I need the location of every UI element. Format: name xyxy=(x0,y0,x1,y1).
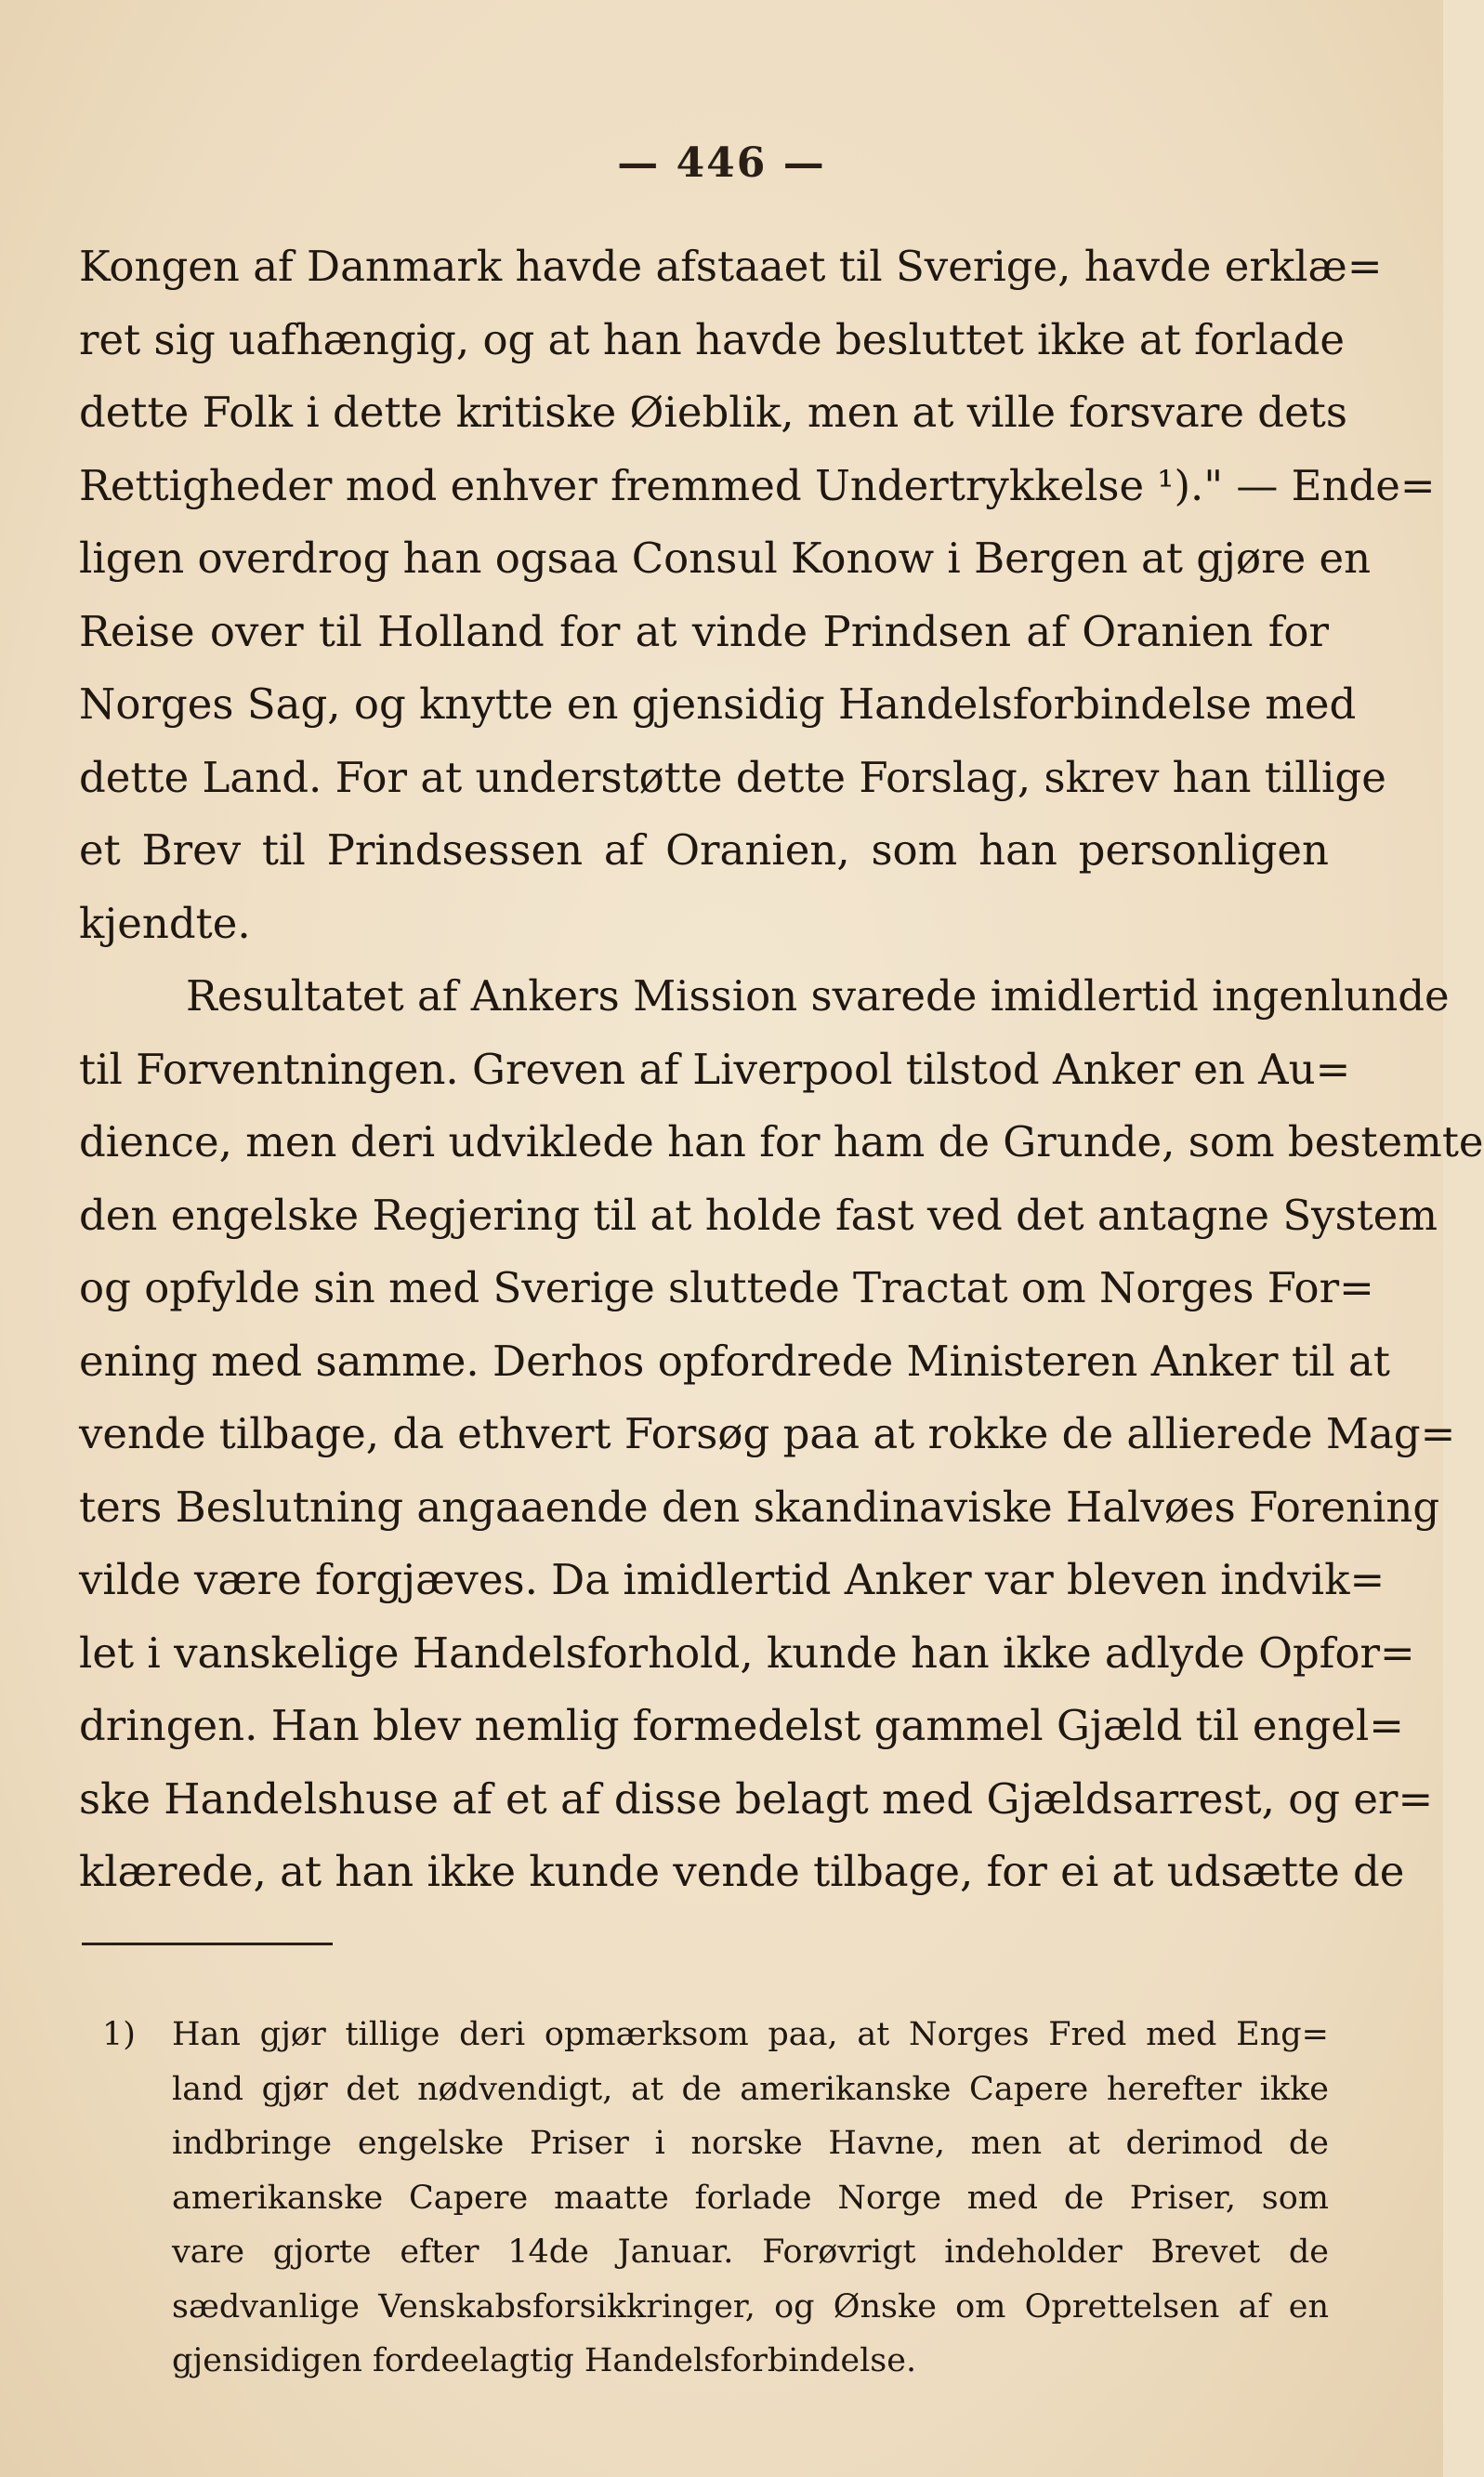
footnote xyxy=(102,2008,1329,2389)
text-line: til Forventningen. Greven af Liverpool tilstod Anker en Au= xyxy=(79,1044,1351,1094)
text-line: dette Land. For at understøtte dette Forslag, skrev han tillige xyxy=(79,752,1386,802)
text-line: og opfylde sin med Sverige sluttede Tractat om Norges For= xyxy=(79,1263,1374,1312)
footnote-marker: 1) xyxy=(102,2016,136,2053)
text-line: vende tilbage, da ethvert Forsøg paa at rokke de allierede Mag= xyxy=(79,1409,1456,1458)
footnote-line: sædvanlige Venskabsforsikkringer, og Ønske om Oprettelsen af en xyxy=(172,2287,1329,2325)
paragraph-start-line: Resultatet af Ankers Mission svarede imidlertid ingenlunde xyxy=(186,971,1450,1021)
text-line: Reise over til Holland for at vinde Prindsen af Oranien for xyxy=(79,606,1329,656)
footnote-text: Han gjør tillige deri opmærksom paa, at Norges Fred med Eng= xyxy=(172,2016,1329,2053)
text-line: dringen. Han blev nemlig formedelst gammel Gjæld til engel= xyxy=(79,1701,1405,1750)
footnote-line: vare gjorte efter 14de Januar. Forøvrigt indeholder Brevet de xyxy=(172,2233,1329,2271)
text-line: dience, men deri udviklede han for ham de Grunde, som bestemte xyxy=(79,1117,1484,1166)
text-line: ters Beslutning angaaende den skandinaviske Halvøes Forening xyxy=(79,1482,1440,1532)
text-line: ske Handelshuse af et af disse belagt med Gjældsarrest, og er= xyxy=(79,1773,1434,1824)
page-number: — 446 — xyxy=(617,139,826,187)
text-line: Kongen af Danmark havde afstaaet til Sverige, havde erklæ= xyxy=(79,242,1383,291)
text-line: den engelske Regjering til at holde fast ved det antagne System xyxy=(79,1190,1438,1240)
text-line: ening med samme. Derhos opfordrede Ministeren Anker til at xyxy=(79,1336,1390,1386)
text-line: dette Folk i dette kritiske Øieblik, men at ville forsvare dets xyxy=(79,388,1347,437)
text-line: Rettigheder mod enhver fremmed Undertrykkelse ¹)." — Ende= xyxy=(79,460,1436,510)
text-line: ligen overdrog han ogsaa Consul Konow i Bergen at gjøre en xyxy=(79,534,1372,583)
footnote-separator xyxy=(82,1943,333,1945)
text-line: klærede, at han ikke kunde vende tilbage, for ei at udsætte de xyxy=(79,1847,1405,1896)
footnote-line: gjensidigen fordeelagtig Handelsforbindelse. xyxy=(172,2342,917,2379)
text-line: ret sig uafhængig, og at han havde besluttet ikke at forlade xyxy=(79,314,1346,364)
text-line: Norges Sag, og knytte en gjensidig Handelsforbindelse med xyxy=(79,679,1357,729)
text-line: vilde være forgjæves. Da imidlertid Anker var bleven indvik= xyxy=(79,1555,1386,1604)
text-line: kjendte. xyxy=(79,898,251,948)
text-line: et Brev til Prindsessen af Oranien, som han personligen xyxy=(79,825,1329,875)
main-text xyxy=(79,231,1484,1909)
text-line: let i vanskelige Handelsforhold, kunde han ikke adlyde Opfor= xyxy=(79,1627,1415,1678)
footnote-line xyxy=(102,2008,1329,2062)
footnote-line: amerikanske Capere maatte forlade Norge med de Priser, som xyxy=(172,2179,1329,2217)
footnote-line: land gjør det nødvendigt, at de amerikanske Capere herefter ikke xyxy=(172,2070,1329,2108)
footnote-line: indbringe engelske Priser i norske Havne, men at derimod de xyxy=(172,2125,1329,2162)
